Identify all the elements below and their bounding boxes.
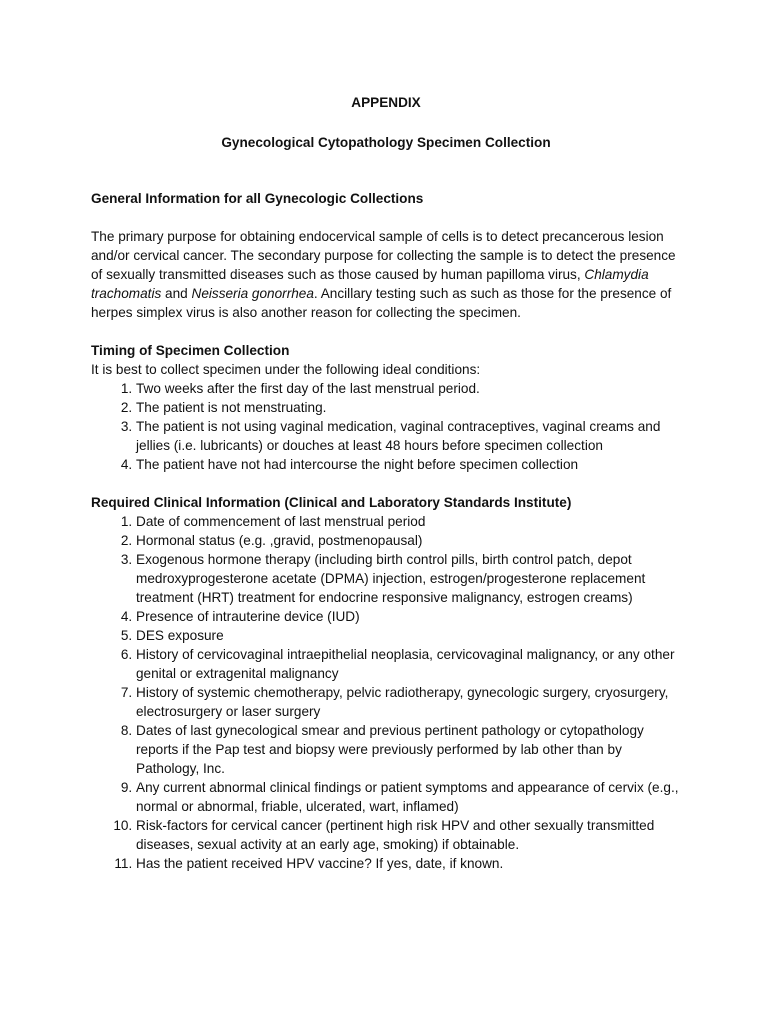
neisseria-italic: Neisseria gonorrhea — [191, 286, 314, 301]
general-text-and: and — [161, 286, 192, 301]
list-item: 4. The patient have not had intercourse the night before specimen collection — [136, 455, 681, 474]
list-item: 3. Exogenous hormone therapy (including birth control pills, birth control patch, depot medroxyprogesterone acetate (DPMA) injection, estrogen/progesterone replacement treatment (HRT) treatment for endocrine responsive malignancy, estrogen creams) — [136, 550, 681, 607]
list-item: 1. Date of commencement of last menstrual period — [136, 512, 681, 531]
list-item: 4. Presence of intrauterine device (IUD) — [136, 607, 681, 626]
general-text-2: . Ancillary testing such as such as those for the presence of herpes simplex virus is also another reason for collecting the specimen. — [91, 286, 672, 320]
document-title: Gynecological Cytopathology Specimen Collection — [221, 135, 551, 150]
general-text-1: The primary purpose for obtaining endocervical sample of cells is to detect precancerous lesion and/or cervical cancer. The secondary purpose for collecting the sample is to detect the presence of sexually transmitted diseases such as those caused by human papilloma virus, — [91, 229, 676, 282]
document-content — [91, 93, 681, 873]
timing-list — [91, 379, 681, 474]
chlamydia-italic: Chlamydia trachomatis — [91, 267, 649, 301]
list-item: 3. The patient is not using vaginal medication, vaginal contraceptives, vaginal creams and jellies (i.e. lubricants) or douches at least 48 hours before specimen collection — [136, 417, 681, 455]
list-item: 11. Has the patient received HPV vaccine? If yes, date, if known. — [136, 854, 681, 873]
list-item: 5. DES exposure — [136, 626, 681, 645]
list-item: 6. History of cervicovaginal intraepithelial neoplasia, cervicovaginal malignancy, or any other genital or extragenital malignancy — [136, 645, 681, 683]
general-info-paragraph — [91, 227, 681, 322]
list-item: 9. Any current abnormal clinical findings or patient symptoms and appearance of cervix (e.g., normal or abnormal, friable, ulcerated, wart, inflamed) — [136, 778, 681, 816]
appendix-label: APPENDIX — [351, 95, 421, 110]
general-info-heading: General Information for all Gynecologic Collections — [91, 191, 424, 206]
list-item: 2. The patient is not menstruating. — [136, 398, 681, 417]
timing-heading: Timing of Specimen Collection — [91, 343, 290, 358]
timing-intro: It is best to collect specimen under the following ideal conditions: — [91, 362, 481, 377]
list-item: 8. Dates of last gynecological smear and previous pertinent pathology or cytopathology reports if the Pap test and biopsy were previously performed by lab other than by Pathology, Inc. — [136, 721, 681, 778]
required-info-list — [91, 512, 681, 873]
list-item: 1. Two weeks after the first day of the last menstrual period. — [136, 379, 681, 398]
required-info-heading: Required Clinical Information (Clinical and Laboratory Standards Institute) — [91, 495, 572, 510]
list-item: 2. Hormonal status (e.g. ,gravid, postmenopausal) — [136, 531, 681, 550]
list-item: 7. History of systemic chemotherapy, pelvic radiotherapy, gynecologic surgery, cryosurgery, electrosurgery or laser surgery — [136, 683, 681, 721]
list-item: 10. Risk-factors for cervical cancer (pertinent high risk HPV and other sexually transmitted diseases, sexual activity at an early age, smoking) if obtainable. — [136, 816, 681, 854]
